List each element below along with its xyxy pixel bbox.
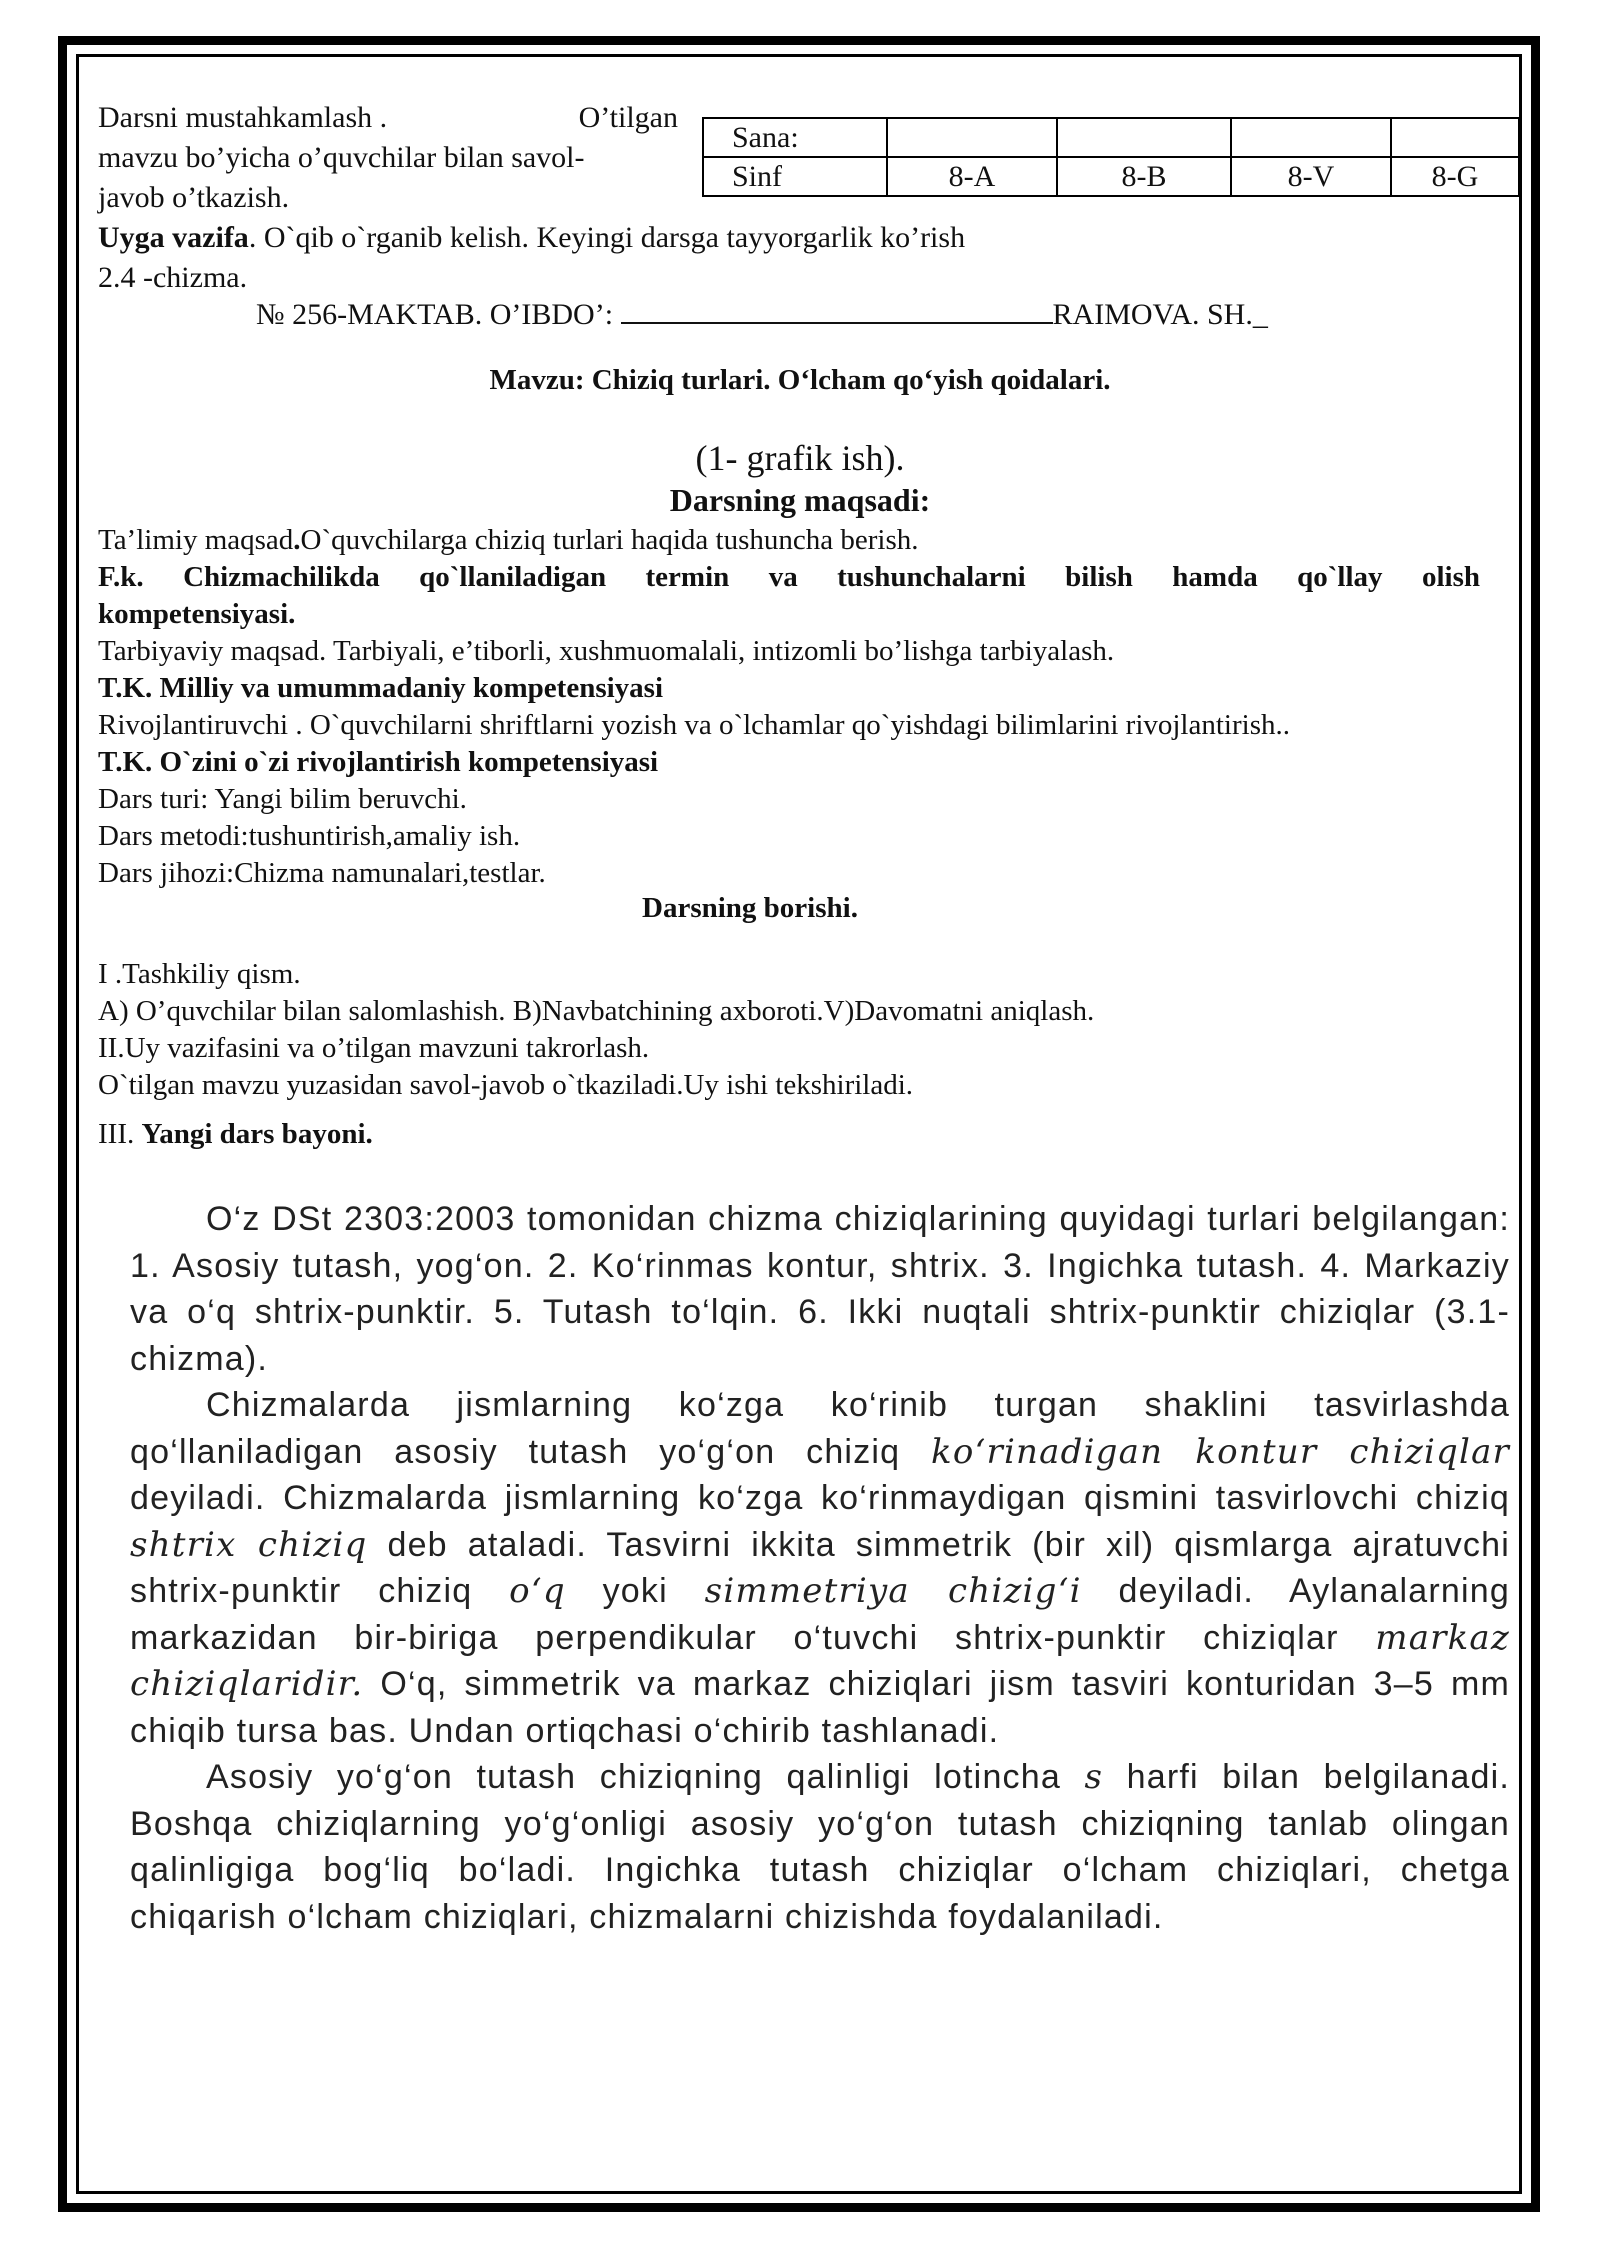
school-line [256, 298, 1268, 332]
progress-line-3: II.Uy vazifasini va o’tilgan mavzuni takrorlash. [98, 1032, 650, 1064]
excerpt-text: deyiladi. Chizmalarda jismlarning ko‘zga ko‘rinmaydigan qismini tasvirlovchi chiziq [130, 1479, 1510, 1517]
educational-goal-label: Ta’limiy maqsad [98, 524, 294, 556]
textbook-excerpt [130, 1196, 1510, 1940]
intro-line-2: mavzu bo’yicha o’quvchilar bilan savol- [98, 141, 585, 174]
intro-line-1 [98, 98, 678, 138]
excerpt-text: O‘q, simmetrik va markaz chiziqlari jism tasviri konturidan 3–5 mm chiqib tursa bas. Undan ortiqchasi o‘chirib tashlanadi. [130, 1665, 1510, 1750]
progress-line-1: I .Tashkiliy qism. [98, 958, 301, 990]
excerpt-term: shtrix chiziq [130, 1524, 368, 1565]
homework-line [98, 218, 965, 258]
intro-left: Darsni mustahkamlash . [98, 101, 388, 134]
date-cell [1231, 118, 1391, 157]
teacher-name: RAIMOVA. SH._ [1052, 298, 1268, 331]
progress-line-2: A) O’quvchilar bilan salomlashish. B)Navbatchining axboroti.V)Davomatni aniqlash. [98, 995, 1095, 1027]
table-row-class [703, 157, 1519, 196]
excerpt-term: s [1084, 1757, 1104, 1797]
excerpt-term: markaz chiziqlaridir. [130, 1617, 1510, 1704]
goals-section [98, 522, 1480, 892]
class-cell: 8-V [1231, 157, 1391, 196]
upbringing-goal: Tarbiyaviy maqsad. Tarbiyali, e’tiborli, xushmuomalali, intizomli bo’lishga tarbiyalash. [98, 635, 1115, 667]
progress-line-4: O`tilgan mavzu yuzasidan savol-javob o`tkaziladi.Uy ishi tekshiriladi. [98, 1069, 914, 1101]
homework-text: . O`qib o`rganib kelish. Keyingi darsga tayyorgarlik ko’rish [248, 221, 966, 254]
intro-right: O’tilgan [578, 101, 678, 134]
signature-blank [621, 298, 1053, 324]
class-label: Sinf [703, 157, 887, 196]
date-cell [1057, 118, 1231, 157]
progress-line-5 [98, 1116, 1480, 1153]
excerpt-text: Asosiy yo‘g‘on tutash chiziqning qalinligi lotincha [206, 1758, 1085, 1796]
competence-tk2: T.K. O`zini o`zi rivojlantirish kompetensiyasi [98, 746, 659, 778]
homework-block [98, 218, 965, 298]
excerpt-paragraph-3 [130, 1754, 1510, 1940]
competence-fk-line2: kompetensiyasi. [98, 598, 296, 630]
excerpt-text: yoki [565, 1572, 705, 1610]
educational-goal [98, 522, 1480, 559]
excerpt-term: o‘q [509, 1571, 566, 1611]
new-lesson-label: Yangi dars bayoni. [141, 1118, 373, 1150]
lesson-method: Dars metodi:tushuntirish,amaliy ish. [98, 820, 521, 852]
lesson-goals-heading: Darsning maqsadi: [669, 482, 931, 518]
homework-label: Uyga vazifa [98, 221, 249, 254]
excerpt-paragraph-2 [130, 1382, 1510, 1754]
new-lesson-number: III. [98, 1118, 142, 1150]
educational-goal-text: O`quvchilarga chiziq turlari haqida tushuncha berish. [300, 524, 919, 556]
lesson-topic: Mavzu: Chiziq turlari. O‘lcham qo‘yish qoidalari. [489, 364, 1111, 396]
excerpt-text: deb ataladi. Tasvirni ikkita simmetrik (bir xil) qismlarga ajratuvchi shtrix-punktir chiziq [130, 1525, 1510, 1610]
date-cell [887, 118, 1057, 157]
intro-block [98, 98, 678, 218]
competence-fk-line1: F.k. Chizmachilikda qo`llaniladigan termin va tushunchalarni bilish hamda qo`llay olish [98, 561, 1480, 593]
lesson-progress-section [98, 956, 1480, 1153]
graphic-work-title: (1- grafik ish). [695, 438, 905, 478]
excerpt-term: ko‘rinadigan kontur chiziqlar [931, 1431, 1510, 1472]
developing-goal: Rivojlantiruvchi . O`quvchilarni shriftlarni yozish va o`lchamlar qo`yishdagi bilimlarini rivojlantirish.. [98, 709, 1290, 741]
excerpt-text: deyiladi. Aylanalarning markazidan bir-biriga perpendikular o‘tuvchi shtrix-punktir chiziqlar [130, 1572, 1510, 1657]
date-label: Sana: [703, 118, 887, 157]
class-cell: 8-G [1391, 157, 1519, 196]
educational-goal-dot: . [293, 524, 301, 556]
competence-tk1: T.K. Milliy va umummadaniy kompetensiyasi [98, 672, 664, 704]
lesson-equipment: Dars jihozi:Chizma namunalari,testlar. [98, 857, 546, 889]
school-name: № 256-MAKTAB. O’IBDO’: [256, 298, 621, 331]
class-cell: 8-B [1057, 157, 1231, 196]
date-class-table [702, 117, 1520, 197]
date-cell [1391, 118, 1519, 157]
lesson-type: Dars turi: Yangi bilim beruvchi. [98, 783, 467, 815]
homework-line-2: 2.4 -chizma. [98, 261, 248, 294]
excerpt-text: harfi bilan belgilanadi. Boshqa chiziqlarning yo‘g‘onligi asosiy yo‘g‘on tutash chiziqning tanlab olingan qalinligiga bog‘liq bo‘ladi. Ingichka tutash chiziqlar o‘lcham chiziqlari, chetga chiqarish o‘lcham chiziqlari, chizmalarni chizishda foydalaniladi. [130, 1758, 1511, 1936]
class-cell: 8-A [887, 157, 1057, 196]
excerpt-text: Chizmalarda jismlarning ko‘zga ko‘rinib turgan shaklini tasvirlashda qo‘llaniladigan asosiy tutash yo‘g‘on chiziq [130, 1386, 1510, 1471]
excerpt-term: simmetriya chizig‘i [704, 1571, 1082, 1611]
table-row-date [703, 118, 1519, 157]
intro-line-3: javob o’tkazish. [98, 181, 290, 214]
lesson-progress-heading: Darsning borishi. [642, 892, 858, 924]
excerpt-paragraph-1: O‘z DSt 2303:2003 tomonidan chizma chiziqlarining quyidagi turlari belgilangan: 1. Asosiy tutash, yog‘on. 2. Ko‘rinmas kontur, shtrix. 3. Ingichka tutash. 4. Markaziy va o‘q shtrix-punktir. 5. Tutash to‘lqin. 6. Ikki nuqtali shtrix-punktir chiziqlar (3.1-chizma). [130, 1200, 1510, 1378]
